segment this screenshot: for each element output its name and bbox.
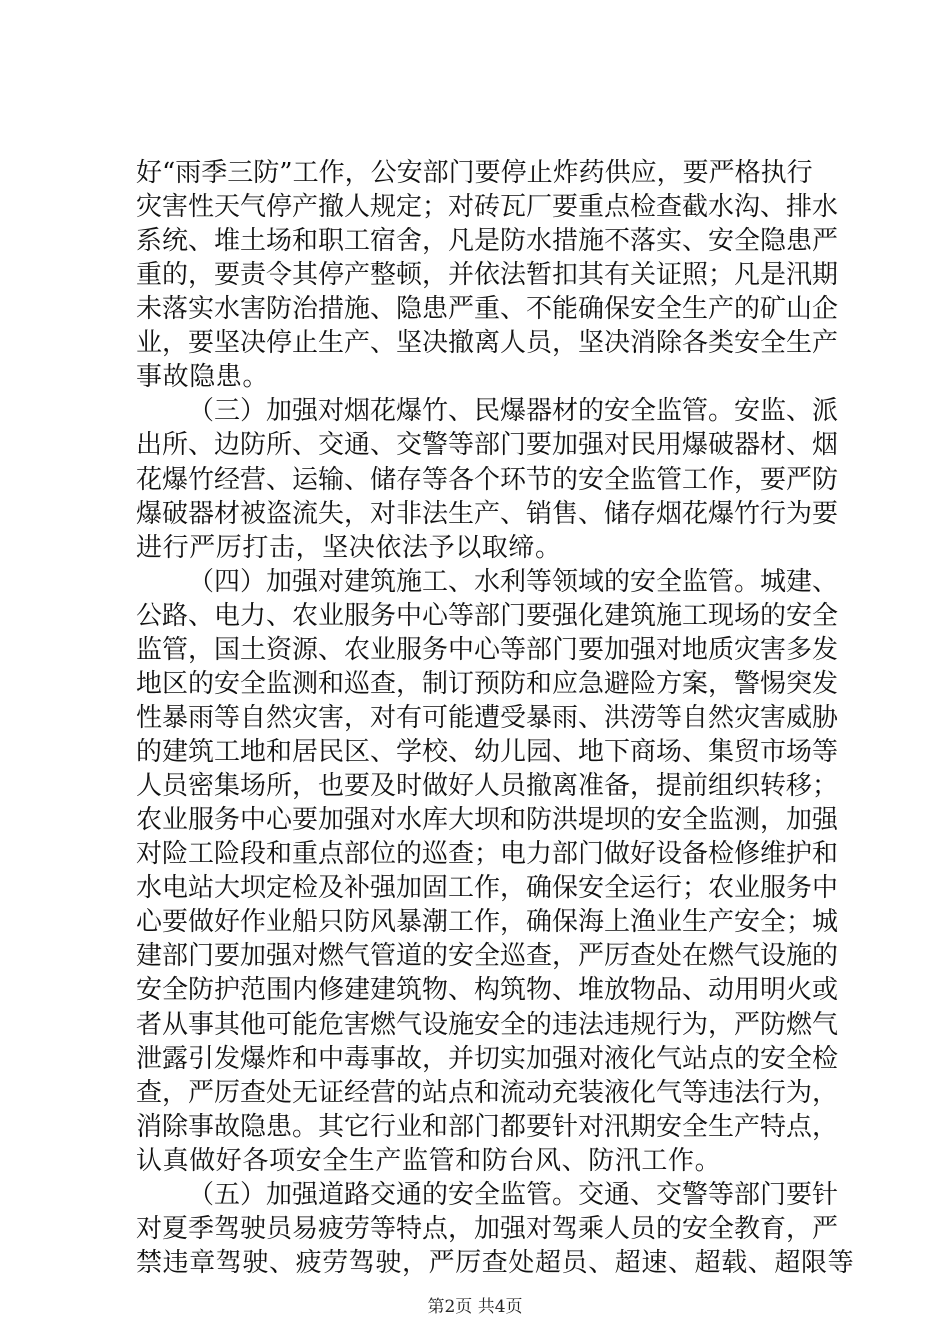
text-line: 者从事其他可能危害燃气设施安全的违法违规行为，严防燃气: [136, 1009, 839, 1040]
text-line: 事故隐患。: [136, 362, 270, 393]
text-line: 认真做好各项安全生产监管和防台风、防汛工作。: [136, 1145, 722, 1176]
text-line: 建部门要加强对燃气管道的安全巡查，严厉查处在燃气设施的: [136, 941, 839, 972]
text-line: 对夏季驾驶员易疲劳等特点，加强对驾乘人员的安全教育，严: [136, 1213, 839, 1244]
text-line: 系统、堆土场和职工宿舍，凡是防水措施不落实、安全隐患严: [136, 226, 839, 257]
text-line: 对险工险段和重点部位的巡查；电力部门做好设备检修维护和: [136, 839, 839, 870]
text-line: 重的，要责令其停产整顿，并依法暂扣其有关证照；凡是汛期: [136, 260, 839, 291]
text-line: （四）加强对建筑施工、水利等领域的安全监管。城建、: [188, 566, 839, 597]
text-line: 水电站大坝定检及补强加固工作，确保安全运行；农业服务中: [136, 873, 839, 904]
text-line: 性暴雨等自然灾害，对有可能遭受暴雨、洪涝等自然灾害威胁: [136, 702, 839, 733]
page-footer: 第2页 共4页: [427, 1297, 523, 1317]
text-line: 好“雨季三防”工作，公安部门要停止炸药供应，要严格执行: [136, 158, 813, 188]
text-line: 爆破器材被盗流失，对非法生产、销售、储存烟花爆竹行为要: [136, 498, 839, 529]
text-line: 花爆竹经营、运输、储存等各个环节的安全监管工作，要严防: [136, 464, 839, 495]
text-line: 人员密集场所，也要及时做好人员撤离准备，提前组织转移；: [136, 771, 839, 802]
text-line: 未落实水害防治措施、隐患严重、不能确保安全生产的矿山企: [136, 294, 839, 325]
text-line: 的建筑工地和居民区、学校、幼儿园、地下商场、集贸市场等: [136, 737, 839, 768]
text-line: 灾害性天气停产撤人规定；对砖瓦厂要重点检查截水沟、排水: [136, 192, 839, 223]
text-line: 农业服务中心要加强对水库大坝和防洪堤坝的安全监测，加强: [136, 805, 839, 836]
text-line: 进行严厉打击，坚决依法予以取缔。: [136, 532, 562, 563]
text-line: 监管，国土资源、农业服务中心等部门要加强对地质灾害多发: [136, 634, 839, 665]
text-line: 公路、电力、农业服务中心等部门要强化建筑施工现场的安全: [136, 600, 839, 631]
text-line: （三）加强对烟花爆竹、民爆器材的安全监管。安监、派: [188, 396, 839, 427]
text-line: 查，严厉查处无证经营的站点和流动充装液化气等违法行为，: [136, 1077, 839, 1108]
text-line: 业，要坚决停止生产、坚决撤离人员，坚决消除各类安全生产: [136, 328, 839, 359]
text-line: （五）加强道路交通的安全监管。交通、交警等部门要针: [188, 1179, 839, 1210]
text-line: 泄露引发爆炸和中毒事故，并切实加强对液化气站点的安全检: [136, 1043, 839, 1074]
text-line: 安全防护范围内修建建筑物、构筑物、堆放物品、动用明火或: [136, 975, 839, 1006]
text-line: 心要做好作业船只防风暴潮工作，确保海上渔业生产安全；城: [136, 907, 839, 938]
text-line: 禁违章驾驶、疲劳驾驶，严厉查处超员、超速、超载、超限等: [136, 1247, 855, 1278]
text-line: 消除事故隐患。其它行业和部门都要针对汛期安全生产特点，: [136, 1111, 839, 1142]
text-line: 出所、边防所、交通、交警等部门要加强对民用爆破器材、烟: [136, 430, 839, 461]
text-line: 地区的安全监测和巡查，制订预防和应急避险方案，警惕突发: [136, 668, 839, 699]
